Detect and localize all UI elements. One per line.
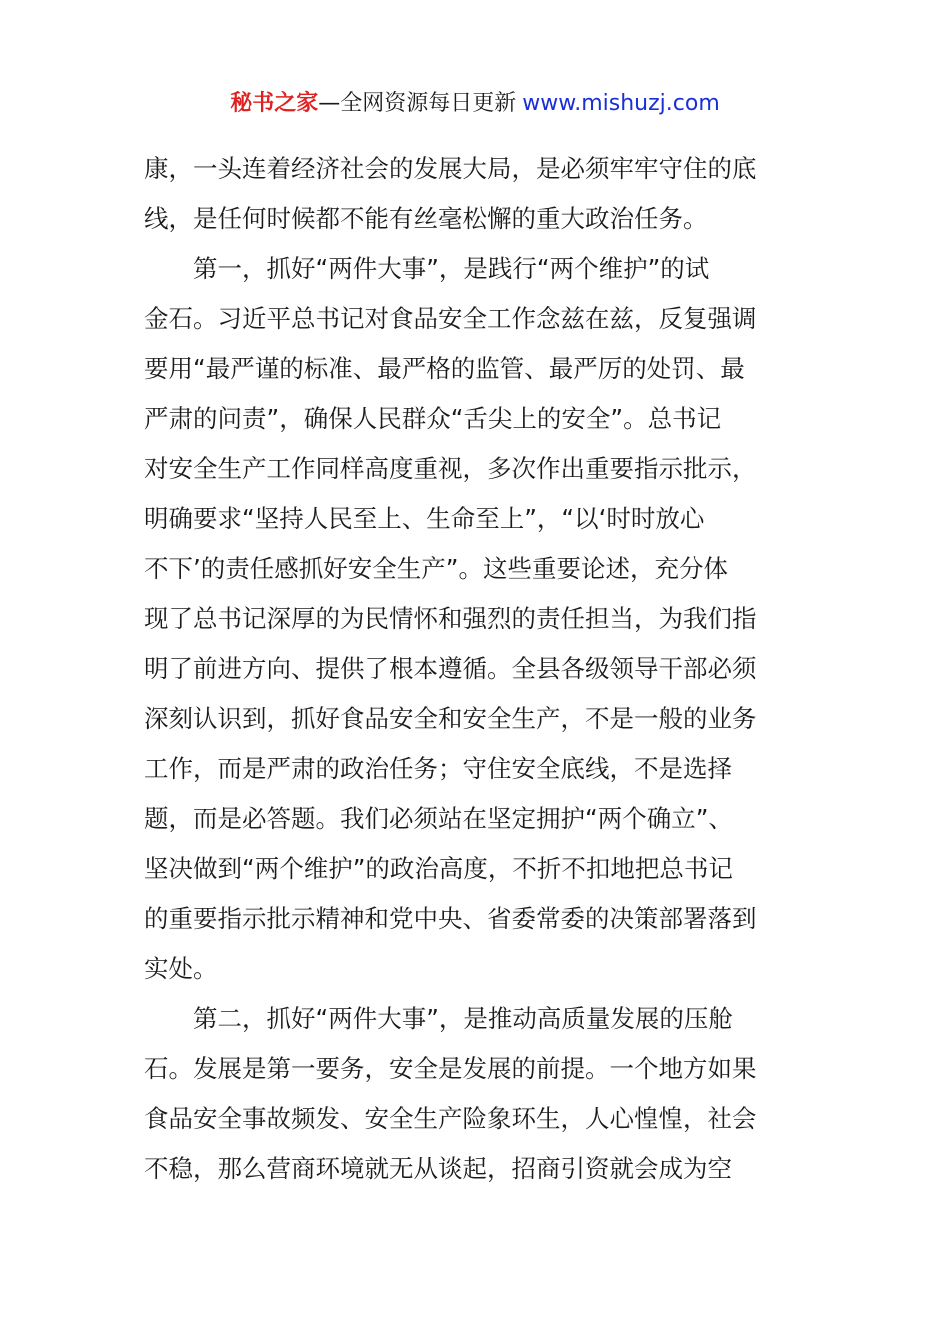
text-line: 食品安全事故频发、安全生产险象环生，人心惶惶，社会 bbox=[144, 1104, 757, 1133]
text-line: 不稳，那么营商环境就无从谈起，招商引资就会成为空 bbox=[144, 1154, 732, 1183]
text-line: 严肃的问责”，确保人民群众“舌尖上的安全”。总书记 bbox=[144, 404, 722, 433]
text-line: 坚决做到“两个维护”的政治高度，不折不扣地把总书记 bbox=[144, 854, 733, 883]
document-body bbox=[144, 144, 810, 1194]
text-line: 金石。习近平总书记对食品安全工作念兹在兹，反复强调 bbox=[144, 304, 757, 333]
text-line: 线，是任何时候都不能有丝毫松懈的重大政治任务。 bbox=[144, 204, 708, 233]
paragraph-first-line: 第一，抓好“两件大事”，是践行“两个维护”的试 bbox=[193, 254, 710, 283]
text-line: 对安全生产工作同样高度重视，多次作出重要指示批示， bbox=[144, 454, 757, 483]
text-line: 明确要求“坚持人民至上、生命至上”，“以‘时时放心 bbox=[144, 504, 705, 533]
text-line: 题，而是必答题。我们必须站在坚定拥护“两个确立”、 bbox=[144, 804, 733, 833]
text-line: 要用“最严谨的标准、最严格的监管、最严厉的处罚、最 bbox=[144, 354, 745, 383]
text-line: 石。发展是第一要务，安全是发展的前提。一个地方如果 bbox=[144, 1054, 757, 1083]
text-line: 深刻认识到，抓好食品安全和安全生产，不是一般的业务 bbox=[144, 704, 757, 733]
site-link[interactable]: www.mishuzj.com bbox=[522, 91, 720, 116]
header-tagline: 全网资源每日更新 bbox=[340, 91, 517, 116]
paragraph-first-line: 第二，抓好“两件大事”，是推动高质量发展的压舱 bbox=[193, 1004, 733, 1033]
brand-name: 秘书之家 bbox=[230, 91, 319, 116]
text-line: 现了总书记深厚的为民情怀和强烈的责任担当，为我们指 bbox=[144, 604, 757, 633]
text-line: 工作，而是严肃的政治任务；守住安全底线，不是选择 bbox=[144, 754, 732, 783]
header-dash: — bbox=[318, 91, 341, 116]
text-line: 实处。 bbox=[144, 954, 218, 983]
text-line: 明了前进方向、提供了根本遵循。全县各级领导干部必须 bbox=[144, 654, 757, 683]
text-line: 康，一头连着经济社会的发展大局，是必须牢牢守住的底 bbox=[144, 154, 757, 183]
text-line: 不下’的责任感抓好安全生产”。这些重要论述，充分体 bbox=[144, 554, 728, 583]
text-line: 的重要指示批示精神和党中央、省委常委的决策部署落到 bbox=[144, 904, 757, 933]
page-header bbox=[0, 88, 950, 120]
